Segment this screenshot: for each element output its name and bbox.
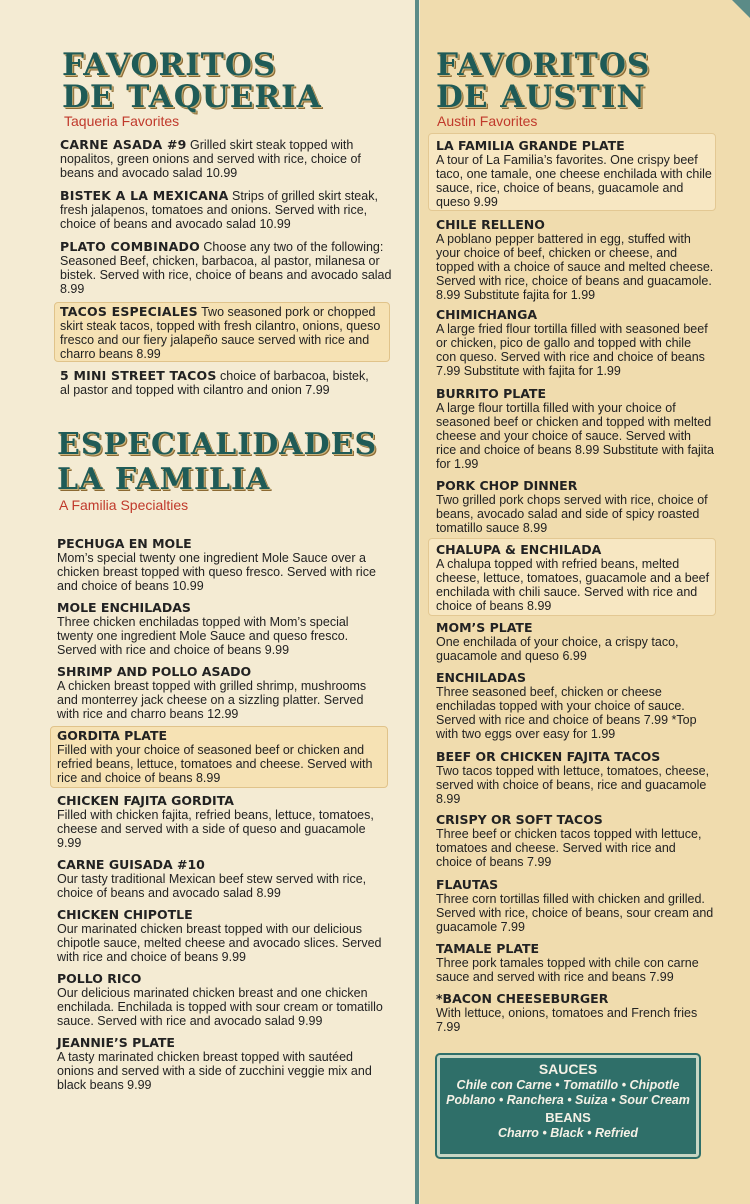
item-desc: Our tasty traditional Mexican beef stew served with rice, choice of beans and avocado salad 8.99	[57, 872, 367, 900]
item-name: SHRIMP AND POLLO ASADO	[57, 664, 252, 679]
menu-item	[60, 138, 395, 180]
column-divider	[415, 0, 419, 1204]
item-desc: Strips of grilled skirt steak, fresh jalapenos, tomatoes and onions. Served with rice, choice of beans and avocado salad 10.99	[60, 189, 378, 231]
item-desc: Filled with your choice of seasoned beef or chicken and refried beans, lettuce, tomatoes and cheese. Served with rice and choice of beans 8.99	[57, 743, 373, 785]
item-desc: A large flour tortilla filled with your choice of seasoned beef or chicken and topped with melted cheese and your choice of sauce. Served with rice and choice of beans 8.99 Substitute with fajita for 1.99	[436, 401, 714, 471]
item-name: CHICKEN FAJITA GORDITA	[57, 793, 234, 808]
item-desc: Two tacos topped with lettuce, tomatoes, cheese, served with choice of beans, rice and guacamole 8.99	[436, 764, 710, 806]
menu-item	[60, 240, 395, 296]
item-desc: Three corn tortillas filled with chicken and grilled. Served with rice, choice of beans, sour cream and guacamole 7.99	[436, 892, 714, 934]
item-name: BISTEK A LA MEXICANA	[60, 188, 229, 203]
taqueria-title-line2: DE TAQUERIA	[62, 79, 322, 115]
item-desc: One enchilada of your choice, a crispy taco, guacamole and queso 6.99	[436, 635, 679, 663]
taqueria-subtitle: Taqueria Favorites	[64, 113, 180, 129]
austin-title-line2: DE AUSTIN	[436, 79, 646, 115]
menu-item	[436, 813, 714, 869]
item-desc: Grilled skirt steak topped with nopalitos, green onions and served with rice, choice of beans and avocado salad 10.99	[60, 138, 361, 180]
menu-item	[57, 858, 387, 900]
menu-item	[60, 305, 390, 361]
menu-item	[57, 665, 387, 721]
item-desc: Three beef or chicken tacos topped with lettuce, tomatoes and cheese. Served with rice and choice of beans 7.99	[436, 827, 702, 869]
menu-item	[436, 543, 714, 613]
item-name: CARNE GUISADA #10	[57, 857, 205, 872]
beans-heading: BEANS	[545, 1110, 591, 1125]
menu-item	[436, 218, 714, 302]
item-desc: A chalupa topped with refried beans, melted cheese, lettuce, tomatoes, guacamole and a beef enchilada with chili sauce. Served with rice and choice of beans 8.99	[436, 557, 710, 613]
item-name: CHICKEN CHIPOTLE	[57, 907, 193, 922]
item-desc: A tasty marinated chicken breast topped with sautéed onions and served with a side of zucchini veggie mix and black beans 9.99	[57, 1050, 372, 1092]
menu-item	[436, 942, 714, 984]
especialidades-subtitle: A Familia Specialties	[59, 497, 189, 513]
taqueria-title-line1: FAVORITOS	[62, 47, 277, 83]
menu-item	[57, 729, 387, 785]
item-name: CHALUPA & ENCHILADA	[436, 542, 602, 557]
menu-item	[57, 1036, 387, 1092]
item-desc: A chicken breast topped with grilled shrimp, mushrooms and monterrey jack cheese on a sizzling platter. Served with rice and charro beans 12.99	[57, 679, 367, 721]
item-name: MOM’S PLATE	[436, 620, 533, 635]
menu-item	[436, 387, 714, 471]
item-name: BEEF OR CHICKEN FAJITA TACOS	[436, 749, 661, 764]
item-name: PORK CHOP DINNER	[436, 478, 578, 493]
menu-item	[57, 537, 387, 593]
sauces-heading: SAUCES	[538, 1061, 598, 1077]
item-name: ENCHILADAS	[436, 670, 526, 685]
sauces-line-1: Chile con Carne • Tomatillo • Chipotle	[456, 1078, 680, 1092]
item-desc: A poblano pepper battered in egg, stuffed with your choice of beef, chicken or cheese, and topped with a choice of sauce and melted cheese. Served with rice, choice of beans and guacamole. 8.99 Substitute fajita for 1.99	[436, 232, 714, 302]
item-name: JEANNIE’S PLATE	[57, 1035, 175, 1050]
sauces-box	[437, 1055, 699, 1157]
especialidades-title-line2: LA FAMILIA	[57, 462, 271, 497]
item-desc: A tour of La Familia’s favorites. One crispy beef taco, one tamale, one cheese enchilada with chile sauce, rice, choice of beans, guacamole and queso 9.99	[436, 153, 712, 209]
item-desc: Our delicious marinated chicken breast and one chicken enchilada. Enchilada is topped with sour cream or tomatillo sauce. Served with rice and avocado salad 9.99	[57, 986, 383, 1028]
item-desc: Two seasoned pork or chopped skirt steak tacos, topped with fresh cilantro, onions, queso fresco and our fiery jalapeño sauce served with rice and charro beans 8.99	[60, 305, 381, 361]
menu-item	[57, 601, 387, 657]
item-name: CARNE ASADA #9	[60, 137, 187, 152]
item-desc: choice of barbacoa, bistek, al pastor and topped with cilantro and onion 7.99	[60, 369, 369, 397]
item-name: FLAUTAS	[436, 877, 499, 892]
item-name: CHIMICHANGA	[436, 307, 538, 322]
item-desc: Three seasoned beef, chicken or cheese enchiladas topped with your choice of sauce. Served with rice and choice of beans 7.99 *Top with two eggs over easy for 1.99	[436, 685, 697, 741]
menu-item	[57, 908, 387, 964]
item-name: CHILE RELLENO	[436, 217, 545, 232]
item-name: TACOS ESPECIALES	[60, 304, 198, 319]
corner-decoration	[732, 0, 750, 18]
austin-title-line1: FAVORITOS	[436, 47, 651, 83]
item-desc: Choose any two of the following: Seasoned Beef, chicken, barbacoa, al pastor, milanesa or bistek. Served with rice, choice of beans and avocado salad 8.99	[60, 240, 392, 296]
item-name: PECHUGA EN MOLE	[57, 536, 192, 551]
item-name: POLLO RICO	[57, 971, 142, 986]
item-desc: Mom’s special twenty one ingredient Mole Sauce over a chicken breast topped with queso fresco. Served with rice and choice of beans 10.99	[57, 551, 376, 593]
austin-subtitle: Austin Favorites	[437, 113, 538, 129]
item-name: 5 MINI STREET TACOS	[60, 368, 217, 383]
item-name: CRISPY OR SOFT TACOS	[436, 812, 603, 827]
item-desc: Our marinated chicken breast topped with our delicious chipotle sauce, melted cheese and avocado slices. Served with rice and choice of beans 9.99	[57, 922, 382, 964]
menu-item	[57, 794, 387, 850]
especialidades-title-line1: ESPECIALIDADES	[57, 427, 378, 462]
item-desc: A large fried flour tortilla filled with seasoned beef or chicken, pico de gallo and topped with chile con queso. Served with rice and choice of beans 7.99 Substitute with fajita for 1.99	[436, 322, 708, 378]
menu-item	[57, 972, 387, 1028]
menu-item	[436, 479, 714, 535]
menu-item	[436, 992, 714, 1034]
menu-item	[436, 308, 714, 378]
menu-item	[60, 369, 380, 397]
beans-line: Charro • Black • Refried	[497, 1126, 639, 1140]
sauces-line-2: Poblano • Ranchera • Suiza • Sour Cream	[446, 1093, 690, 1107]
item-desc: Filled with chicken fajita, refried beans, lettuce, tomatoes, cheese and served with a side of queso and guacamole 9.99	[57, 808, 374, 850]
item-desc: Three chicken enchiladas topped with Mom’s special twenty one ingredient Mole Sauce and queso fresco. Served with rice and choice of beans 9.99	[57, 615, 349, 657]
item-name: LA FAMILIA GRANDE PLATE	[436, 138, 625, 153]
menu-item	[436, 139, 714, 209]
menu-item	[436, 671, 714, 741]
menu-item	[436, 621, 714, 663]
item-name: PLATO COMBINADO	[60, 239, 200, 254]
item-desc: Two grilled pork chops served with rice, choice of beans, avocado salad and side of spicy roasted tomatillo sauce 8.99	[436, 493, 708, 535]
item-name: BURRITO PLATE	[436, 386, 546, 401]
item-name: GORDITA PLATE	[57, 728, 168, 743]
menu-item	[436, 750, 714, 806]
menu-item	[436, 878, 714, 934]
item-name: *BACON CHEESEBURGER	[436, 991, 609, 1006]
item-name: MOLE ENCHILADAS	[57, 600, 191, 615]
item-desc: With lettuce, onions, tomatoes and French fries 7.99	[436, 1006, 698, 1034]
item-name: TAMALE PLATE	[436, 941, 540, 956]
item-desc: Three pork tamales topped with chile con carne sauce and served with rice and beans 7.99	[436, 956, 699, 984]
menu-item	[60, 189, 395, 231]
